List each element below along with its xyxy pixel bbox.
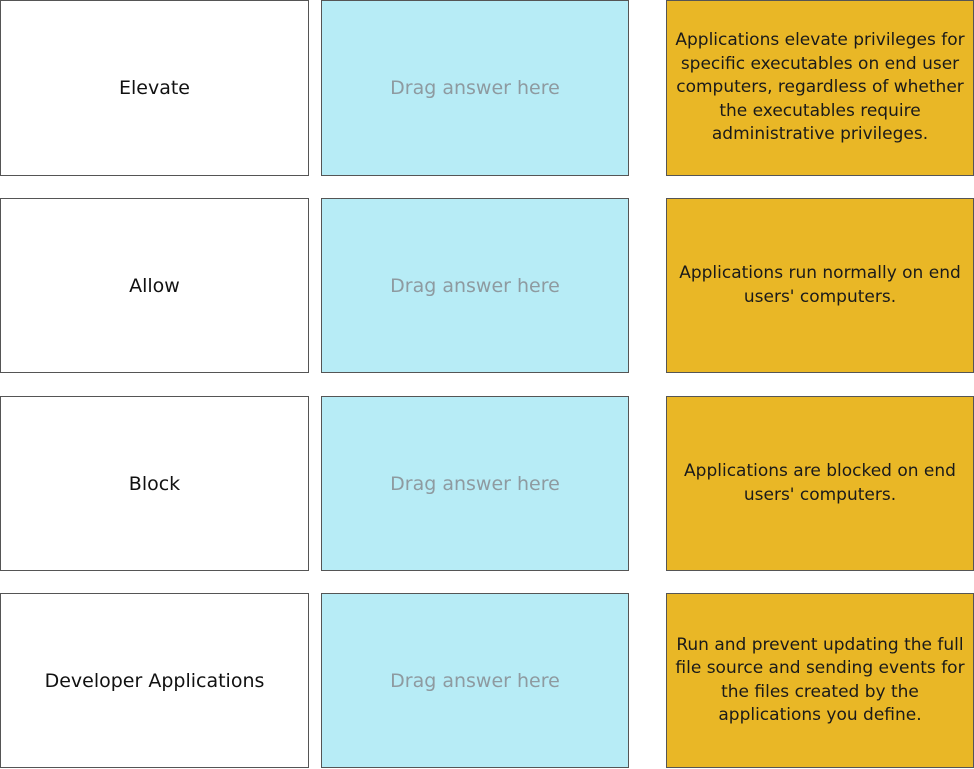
drop-target-placeholder: Drag answer here bbox=[390, 274, 560, 297]
answer-label-text: Elevate bbox=[119, 77, 190, 99]
description-card-4 bbox=[666, 593, 974, 768]
drop-target-3[interactable] bbox=[321, 396, 629, 571]
description-text: Applications elevate privileges for specific executables on end user computers, regardless of whether the executables require administrative privileges. bbox=[675, 30, 965, 145]
drop-target-1[interactable] bbox=[321, 0, 629, 176]
description-card-3 bbox=[666, 396, 974, 571]
drop-target-placeholder: Drag answer here bbox=[390, 472, 560, 495]
drop-target-placeholder: Drag answer here bbox=[390, 669, 560, 692]
answer-label-elevate[interactable] bbox=[0, 0, 309, 176]
answer-label-allow[interactable] bbox=[0, 198, 309, 373]
description-card-1 bbox=[666, 0, 974, 176]
description-text: Run and prevent updating the full file source and sending events for the files created by the applications you define. bbox=[675, 634, 965, 725]
description-text: Applications are blocked on end users' computers. bbox=[684, 461, 956, 505]
description-text: Applications run normally on end users' computers. bbox=[679, 263, 961, 307]
description-card-2 bbox=[666, 198, 974, 373]
drop-target-2[interactable] bbox=[321, 198, 629, 373]
answer-label-developer-applications[interactable] bbox=[0, 593, 309, 768]
drop-target-placeholder: Drag answer here bbox=[390, 77, 560, 99]
answer-label-text: Block bbox=[128, 472, 181, 495]
answer-label-text: Developer Applications bbox=[44, 669, 265, 692]
answer-label-block[interactable] bbox=[0, 396, 309, 571]
answer-label-text: Allow bbox=[129, 274, 180, 297]
drop-target-4[interactable] bbox=[321, 593, 629, 768]
